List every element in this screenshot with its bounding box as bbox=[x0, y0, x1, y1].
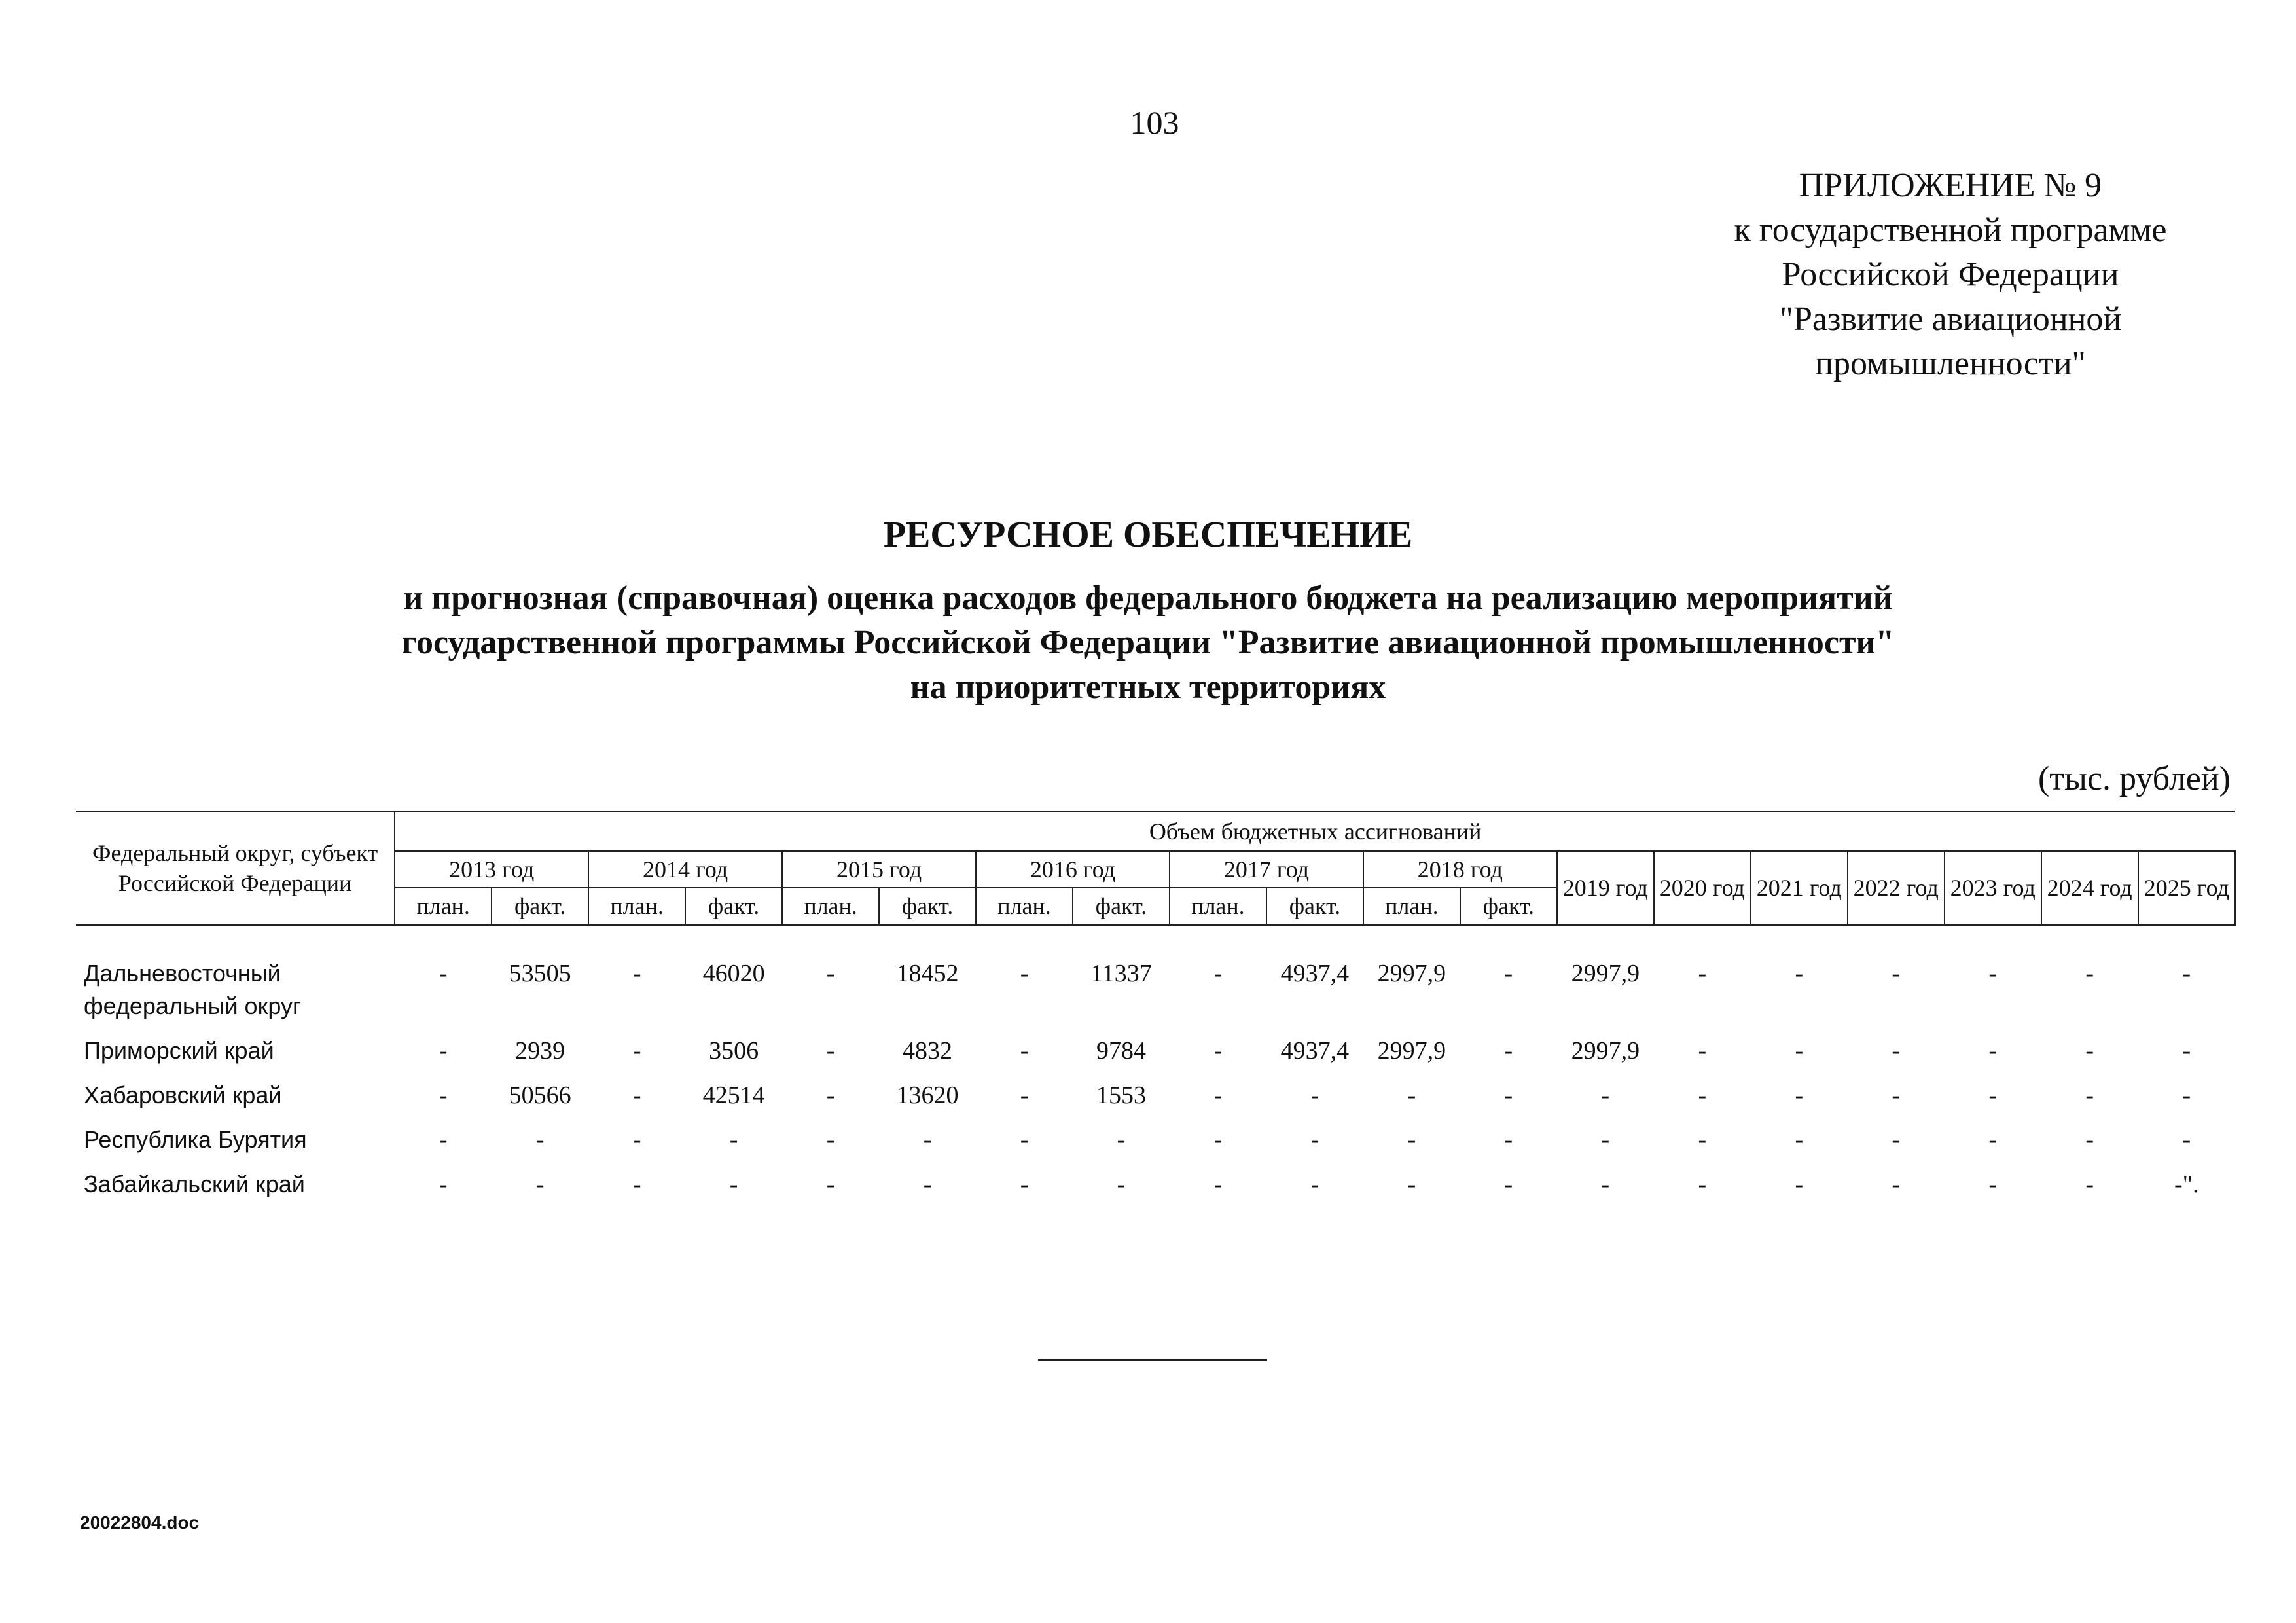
budget-value-cell: - bbox=[1213, 1126, 1223, 1154]
budget-value-cell: - bbox=[2085, 1126, 2094, 1154]
budget-value-cell: - bbox=[729, 1171, 738, 1198]
budget-value-cell: - bbox=[1988, 1126, 1998, 1154]
budget-value-cell: - bbox=[826, 960, 835, 987]
plan-header: план. bbox=[782, 888, 879, 925]
region-name: Хабаровский край bbox=[84, 1082, 282, 1108]
appendix-line: Российской Федерации bbox=[1782, 256, 2119, 293]
budget-value-cell: - bbox=[1407, 1082, 1416, 1109]
budget-value-cell: - bbox=[826, 1037, 835, 1065]
budget-table bbox=[76, 811, 2236, 1207]
budget-value-cell: - bbox=[826, 1171, 835, 1198]
region-name: Забайкальский край bbox=[84, 1171, 305, 1197]
units-label: (тыс. рублей) bbox=[2037, 760, 2231, 797]
year-header: 2016 год bbox=[976, 851, 1170, 888]
budget-value-cell: - bbox=[1698, 1082, 1707, 1109]
year-header: 2013 год bbox=[395, 851, 588, 888]
budget-value-cell: 46020 bbox=[702, 960, 765, 987]
table-row bbox=[76, 952, 2235, 1029]
budget-value-cell: - bbox=[1795, 1171, 1804, 1198]
budget-value-cell: -". bbox=[2174, 1171, 2199, 1198]
fact-header: факт. bbox=[1460, 888, 1557, 925]
table-row bbox=[76, 1163, 2235, 1207]
table-row bbox=[76, 1074, 2235, 1118]
budget-value-cell: - bbox=[1504, 1037, 1513, 1065]
region-column-header: Федеральный округ, субъект Российской Федерации bbox=[76, 812, 395, 925]
budget-value-cell: - bbox=[1213, 960, 1223, 987]
budget-value-cell: - bbox=[1795, 1126, 1804, 1154]
budget-value-cell: - bbox=[535, 1171, 545, 1198]
budget-value-cell: 11337 bbox=[1090, 960, 1152, 987]
budget-value-cell: - bbox=[826, 1126, 835, 1154]
appendix-block bbox=[1656, 164, 2245, 386]
budget-value-cell: - bbox=[632, 1037, 641, 1065]
budget-value-cell: - bbox=[632, 1126, 641, 1154]
year-header: 2022 год bbox=[1848, 851, 1945, 925]
table-body bbox=[76, 925, 2235, 1208]
plan-header: план. bbox=[1170, 888, 1266, 925]
budget-value-cell: - bbox=[1698, 1037, 1707, 1065]
year-header: 2023 год bbox=[1945, 851, 2041, 925]
budget-value-cell: 2997,9 bbox=[1571, 1037, 1640, 1065]
appendix-line: промышленности" bbox=[1815, 345, 2086, 382]
budget-value-cell: - bbox=[1407, 1171, 1416, 1198]
budget-value-cell: - bbox=[1795, 960, 1804, 987]
budget-value-cell: 2997,9 bbox=[1377, 960, 1446, 987]
plan-header: план. bbox=[1363, 888, 1460, 925]
budget-value-cell: - bbox=[1988, 1171, 1998, 1198]
end-divider bbox=[1038, 1359, 1267, 1361]
table-row bbox=[76, 1118, 2235, 1163]
budget-value-cell: - bbox=[1213, 1082, 1223, 1109]
budget-value-cell: - bbox=[632, 1082, 641, 1109]
fact-header: факт. bbox=[1073, 888, 1170, 925]
budget-value-cell: - bbox=[1117, 1126, 1126, 1154]
budget-value-cell: - bbox=[535, 1126, 545, 1154]
year-header: 2025 год bbox=[2138, 851, 2235, 925]
budget-value-cell: - bbox=[1310, 1082, 1319, 1109]
budget-value-cell: 2939 bbox=[515, 1037, 565, 1065]
budget-value-cell: - bbox=[923, 1126, 932, 1154]
year-header: 2024 год bbox=[2041, 851, 2138, 925]
appendix-line: к государственной программе bbox=[1734, 211, 2167, 249]
budget-value-cell: - bbox=[1698, 1171, 1707, 1198]
budget-value-cell: - bbox=[1988, 960, 1998, 987]
budget-value-cell: - bbox=[1601, 1171, 1610, 1198]
budget-value-cell: - bbox=[1020, 1082, 1029, 1109]
budget-value-cell: - bbox=[1504, 960, 1513, 987]
budget-value-cell: 4937,4 bbox=[1280, 1037, 1350, 1065]
budget-value-cell: - bbox=[439, 1126, 448, 1154]
fact-header: факт. bbox=[492, 888, 588, 925]
budget-value-cell: - bbox=[1795, 1082, 1804, 1109]
budget-value-cell: - bbox=[439, 1082, 448, 1109]
budget-value-cell: - bbox=[923, 1171, 932, 1198]
budget-value-cell: - bbox=[1020, 1171, 1029, 1198]
fact-header: факт. bbox=[1266, 888, 1363, 925]
plan-header: план. bbox=[588, 888, 685, 925]
budget-value-cell: - bbox=[2182, 960, 2191, 987]
region-name: Приморский край bbox=[84, 1037, 274, 1064]
budget-group-header: Объем бюджетных ассигнований bbox=[395, 812, 2235, 852]
budget-value-cell: - bbox=[1892, 1037, 1901, 1065]
subtitle-line: государственной программы Российской Федерации "Развитие авиационной промышленности" bbox=[401, 624, 1895, 661]
budget-value-cell: - bbox=[1892, 960, 1901, 987]
plan-header: план. bbox=[395, 888, 492, 925]
budget-value-cell: - bbox=[826, 1082, 835, 1109]
document-title: РЕСУРСНОЕ ОБЕСПЕЧЕНИЕ bbox=[883, 515, 1413, 555]
budget-value-cell: - bbox=[439, 1171, 448, 1198]
budget-value-cell: 42514 bbox=[702, 1082, 765, 1109]
budget-value-cell: - bbox=[1698, 960, 1707, 987]
appendix-number: ПРИЛОЖЕНИЕ № 9 bbox=[1799, 167, 2102, 204]
year-header: 2018 год bbox=[1363, 851, 1557, 888]
budget-value-cell: - bbox=[1020, 960, 1029, 987]
fact-header: факт. bbox=[879, 888, 976, 925]
appendix-line: "Развитие авиационной bbox=[1779, 301, 2122, 338]
budget-value-cell: 2997,9 bbox=[1571, 960, 1640, 987]
budget-value-cell: 4832 bbox=[903, 1037, 953, 1065]
budget-value-cell: - bbox=[1601, 1126, 1610, 1154]
budget-value-cell: 2997,9 bbox=[1377, 1037, 1446, 1065]
budget-value-cell: - bbox=[1892, 1126, 1901, 1154]
budget-value-cell: - bbox=[2085, 960, 2094, 987]
budget-value-cell: 50566 bbox=[509, 1082, 571, 1109]
budget-value-cell: - bbox=[1504, 1082, 1513, 1109]
budget-value-cell: 1553 bbox=[1096, 1082, 1146, 1109]
budget-value-cell: - bbox=[1698, 1126, 1707, 1154]
budget-value-cell: - bbox=[1117, 1171, 1126, 1198]
budget-value-cell: - bbox=[1020, 1037, 1029, 1065]
budget-value-cell: - bbox=[2182, 1126, 2191, 1154]
budget-value-cell: 9784 bbox=[1096, 1037, 1146, 1065]
budget-value-cell: - bbox=[1213, 1037, 1223, 1065]
table-row bbox=[76, 1029, 2235, 1074]
region-name: Дальневосточный федеральный округ bbox=[84, 960, 302, 1019]
budget-value-cell: - bbox=[1988, 1082, 1998, 1109]
fact-header: факт. bbox=[685, 888, 782, 925]
page-number: 103 bbox=[1130, 104, 1179, 141]
region-name: Республика Бурятия bbox=[84, 1126, 307, 1153]
budget-value-cell: - bbox=[2085, 1082, 2094, 1109]
budget-value-cell: - bbox=[1213, 1171, 1223, 1198]
budget-value-cell: 53505 bbox=[509, 960, 571, 987]
year-header: 2014 год bbox=[588, 851, 782, 888]
budget-value-cell: - bbox=[632, 960, 641, 987]
budget-value-cell: - bbox=[2182, 1037, 2191, 1065]
budget-value-cell: - bbox=[729, 1126, 738, 1154]
year-header: 2020 год bbox=[1654, 851, 1751, 925]
budget-value-cell: - bbox=[1601, 1082, 1610, 1109]
budget-value-cell: - bbox=[1795, 1037, 1804, 1065]
budget-value-cell: 18452 bbox=[896, 960, 959, 987]
file-name: 20022804.doc bbox=[80, 1512, 200, 1533]
budget-value-cell: - bbox=[1504, 1171, 1513, 1198]
budget-value-cell: - bbox=[439, 960, 448, 987]
plan-header: план. bbox=[976, 888, 1073, 925]
budget-value-cell: - bbox=[1310, 1126, 1319, 1154]
budget-value-cell: - bbox=[2085, 1037, 2094, 1065]
document-subtitle bbox=[232, 576, 2064, 710]
budget-value-cell: 13620 bbox=[896, 1082, 959, 1109]
budget-value-cell: 3506 bbox=[709, 1037, 759, 1065]
subtitle-line: на приоритетных территориях bbox=[910, 668, 1386, 706]
year-header: 2015 год bbox=[782, 851, 976, 888]
subtitle-line: и прогнозная (справочная) оценка расходов федерального бюджета на реализацию мероприятий bbox=[403, 579, 1893, 617]
budget-value-cell: - bbox=[1310, 1171, 1319, 1198]
budget-value-cell: - bbox=[632, 1171, 641, 1198]
budget-value-cell: - bbox=[2085, 1171, 2094, 1198]
budget-value-cell: - bbox=[1020, 1126, 1029, 1154]
budget-value-cell: - bbox=[1407, 1126, 1416, 1154]
year-header: 2017 год bbox=[1170, 851, 1363, 888]
year-header: 2019 год bbox=[1557, 851, 1654, 925]
budget-value-cell: - bbox=[1892, 1171, 1901, 1198]
budget-value-cell: - bbox=[439, 1037, 448, 1065]
budget-value-cell: - bbox=[1988, 1037, 1998, 1065]
budget-value-cell: - bbox=[2182, 1082, 2191, 1109]
budget-value-cell: 4937,4 bbox=[1280, 960, 1350, 987]
budget-value-cell: - bbox=[1892, 1082, 1901, 1109]
year-header: 2021 год bbox=[1751, 851, 1848, 925]
budget-value-cell: - bbox=[1504, 1126, 1513, 1154]
